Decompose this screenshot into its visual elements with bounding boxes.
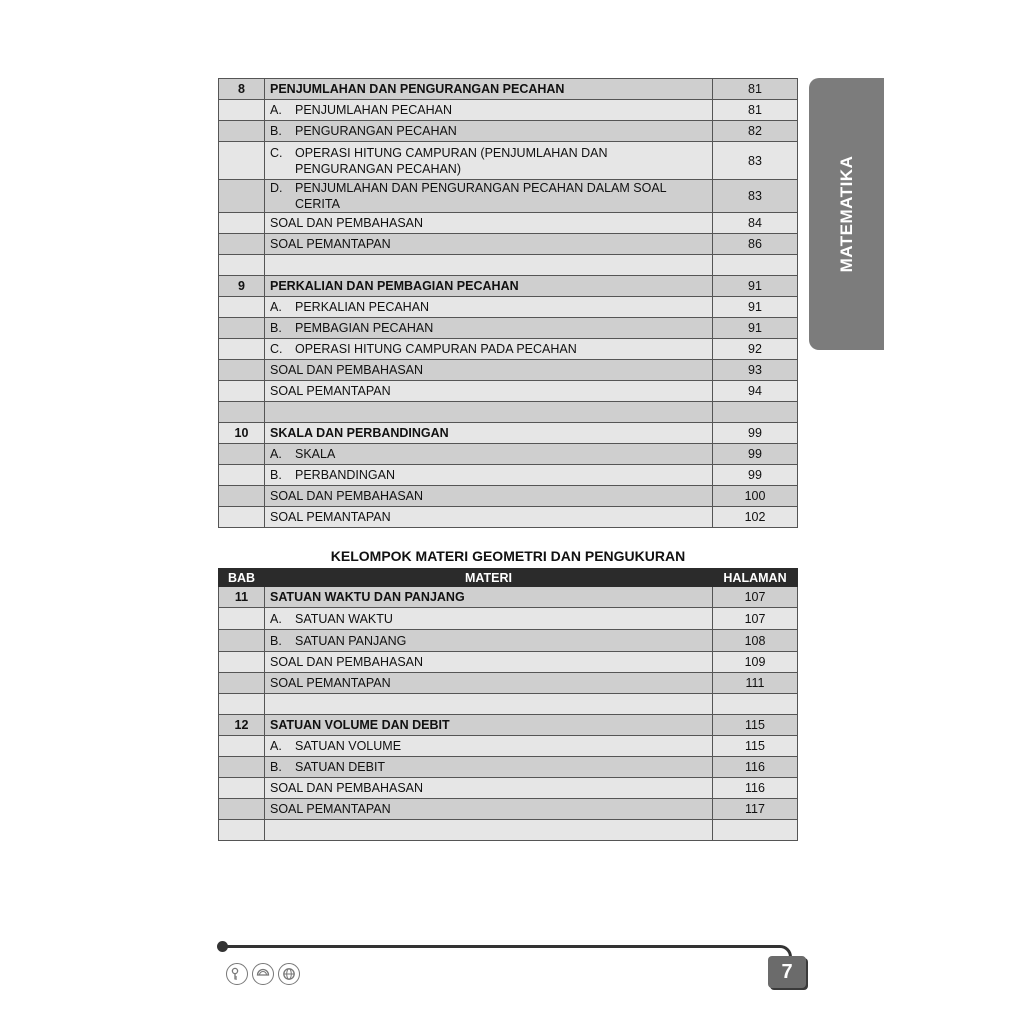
materi-cell: [265, 100, 713, 121]
halaman-cell: 99: [713, 423, 798, 444]
halaman-cell: [713, 694, 798, 715]
bab-cell: [219, 652, 265, 673]
chapter-row: [219, 587, 798, 608]
bab-cell: [219, 507, 265, 528]
table-row: [219, 652, 798, 673]
blank-row: [219, 402, 798, 423]
item-label: PERKALIAN PECAHAN: [295, 300, 430, 314]
item-letter: B.: [270, 633, 282, 648]
halaman-cell: 115: [713, 736, 798, 757]
item-label: PENJUMLAHAN DAN PENGURANGAN PECAHAN DALAM SOAL CERITA: [295, 181, 667, 211]
chapter-row: [219, 276, 798, 297]
item-letter: A.: [270, 300, 282, 314]
page-number: 7: [768, 956, 806, 988]
halaman-cell: 91: [713, 276, 798, 297]
table-row: [219, 360, 798, 381]
halaman-cell: [713, 820, 798, 841]
halaman-cell: 91: [713, 297, 798, 318]
bab-cell: [219, 255, 265, 276]
bab-cell: [219, 694, 265, 715]
table-row: [219, 444, 798, 465]
bab-cell: [219, 757, 265, 778]
chapter-row: [219, 423, 798, 444]
materi-cell: PERKALIAN DAN PEMBAGIAN PECAHAN: [265, 276, 713, 297]
halaman-cell: [713, 402, 798, 423]
materi-cell: [265, 339, 713, 360]
bab-cell: [219, 121, 265, 142]
item-letter: A.: [270, 447, 282, 461]
bab-cell: [219, 444, 265, 465]
chapter-row: [219, 715, 798, 736]
bab-cell: [219, 180, 265, 213]
halaman-cell: 92: [713, 339, 798, 360]
table-row: [219, 121, 798, 142]
materi-cell: [265, 297, 713, 318]
halaman-cell: 81: [713, 100, 798, 121]
item-label: SATUAN WAKTU: [295, 611, 393, 626]
table-header-row: [219, 569, 798, 587]
table-row: [219, 507, 798, 528]
halaman-cell: 116: [713, 778, 798, 799]
bab-cell: [219, 142, 265, 180]
halaman-cell: 94: [713, 381, 798, 402]
bab-cell: [219, 486, 265, 507]
table-row: [219, 381, 798, 402]
materi-cell: [265, 465, 713, 486]
subject-label: MATEMATIKA: [836, 155, 856, 273]
header-bab: BAB: [219, 569, 265, 587]
materi-cell: [265, 318, 713, 339]
bab-cell: [219, 820, 265, 841]
item-letter: A.: [270, 611, 282, 626]
materi-cell: SKALA DAN PERBANDINGAN: [265, 423, 713, 444]
halaman-cell: 100: [713, 486, 798, 507]
bab-cell: [219, 381, 265, 402]
halaman-cell: 82: [713, 121, 798, 142]
bab-cell: 11: [219, 587, 265, 608]
item-label: SATUAN PANJANG: [295, 633, 407, 648]
subject-side-tab: [809, 78, 884, 350]
footer-icons: [226, 963, 300, 985]
table-row: [219, 318, 798, 339]
halaman-cell: 107: [713, 608, 798, 630]
halaman-cell: 91: [713, 318, 798, 339]
item-letter: C.: [270, 145, 283, 160]
item-letter: B.: [270, 321, 282, 335]
bab-cell: [219, 402, 265, 423]
item-letter: C.: [270, 342, 283, 356]
table-row: [219, 465, 798, 486]
materi-cell: PENJUMLAHAN DAN PENGURANGAN PECAHAN: [265, 79, 713, 100]
materi-cell: SATUAN VOLUME DAN DEBIT: [265, 715, 713, 736]
item-label: OPERASI HITUNG CAMPURAN PADA PECAHAN: [295, 342, 577, 356]
table-row: [219, 297, 798, 318]
bab-cell: [219, 360, 265, 381]
table-row: [219, 630, 798, 652]
table-row: [219, 673, 798, 694]
item-label: PEMBAGIAN PECAHAN: [295, 321, 434, 335]
bab-cell: [219, 100, 265, 121]
halaman-cell: 116: [713, 757, 798, 778]
key-icon: [226, 963, 248, 985]
materi-cell: [265, 630, 713, 652]
header-halaman: HALAMAN: [713, 569, 798, 587]
table-row: [219, 778, 798, 799]
table-row: [219, 234, 798, 255]
toc-table-body: [219, 587, 798, 841]
table-row: [219, 339, 798, 360]
item-label: SATUAN VOLUME: [295, 739, 402, 753]
materi-cell: SOAL PEMANTAPAN: [265, 673, 713, 694]
halaman-cell: 102: [713, 507, 798, 528]
materi-cell: SOAL DAN PEMBAHASAN: [265, 360, 713, 381]
halaman-cell: 81: [713, 79, 798, 100]
blank-row: [219, 694, 798, 715]
item-label: OPERASI HITUNG CAMPURAN (PENJUMLAHAN DAN PENGURANGAN PECAHAN): [295, 145, 608, 176]
header-materi: MATERI: [265, 569, 713, 587]
bab-cell: [219, 318, 265, 339]
globe-icon: [278, 963, 300, 985]
group-title: KELOMPOK MATERI GEOMETRI DAN PENGUKURAN: [330, 548, 686, 564]
materi-cell: SOAL DAN PEMBAHASAN: [265, 213, 713, 234]
item-label: PERBANDINGAN: [295, 468, 396, 482]
item-label: PENGURANGAN PECAHAN: [295, 124, 457, 138]
materi-cell: SOAL PEMANTAPAN: [265, 799, 713, 820]
bab-cell: [219, 213, 265, 234]
item-letter: B.: [270, 124, 282, 138]
materi-cell: SOAL PEMANTAPAN: [265, 234, 713, 255]
table-row: [219, 486, 798, 507]
halaman-cell: 99: [713, 444, 798, 465]
materi-cell: SATUAN WAKTU DAN PANJANG: [265, 587, 713, 608]
halaman-cell: 86: [713, 234, 798, 255]
materi-cell: [265, 757, 713, 778]
halaman-cell: 111: [713, 673, 798, 694]
materi-cell: [265, 820, 713, 841]
materi-cell: SOAL PEMANTAPAN: [265, 507, 713, 528]
materi-cell: [265, 736, 713, 757]
halaman-cell: 108: [713, 630, 798, 652]
halaman-cell: 84: [713, 213, 798, 234]
materi-cell: SOAL DAN PEMBAHASAN: [265, 486, 713, 507]
table-row: [219, 100, 798, 121]
bab-cell: [219, 778, 265, 799]
materi-cell: SOAL PEMANTAPAN: [265, 381, 713, 402]
materi-cell: SOAL DAN PEMBAHASAN: [265, 652, 713, 673]
footer-divider: [222, 945, 780, 948]
materi-cell: [265, 121, 713, 142]
materi-cell: SOAL DAN PEMBAHASAN: [265, 778, 713, 799]
halaman-cell: 83: [713, 142, 798, 180]
item-letter: D.: [270, 181, 283, 195]
bab-cell: [219, 630, 265, 652]
halaman-cell: 117: [713, 799, 798, 820]
materi-cell: [265, 180, 713, 213]
table-row: [219, 757, 798, 778]
blank-row: [219, 820, 798, 841]
item-letter: A.: [270, 739, 282, 753]
bab-cell: [219, 465, 265, 486]
bab-cell: 10: [219, 423, 265, 444]
bab-cell: [219, 736, 265, 757]
halaman-cell: [713, 255, 798, 276]
materi-cell: [265, 608, 713, 630]
chapter-row: [219, 79, 798, 100]
melon-icon: [252, 963, 274, 985]
bab-cell: 9: [219, 276, 265, 297]
toc-table-bilangan: [218, 78, 798, 528]
item-letter: B.: [270, 468, 282, 482]
halaman-cell: 99: [713, 465, 798, 486]
item-letter: A.: [270, 103, 282, 117]
item-letter: B.: [270, 760, 282, 774]
halaman-cell: 93: [713, 360, 798, 381]
table-row: [219, 608, 798, 630]
bab-cell: [219, 608, 265, 630]
materi-cell: [265, 444, 713, 465]
halaman-cell: 115: [713, 715, 798, 736]
bab-cell: [219, 673, 265, 694]
materi-cell: [265, 694, 713, 715]
table-row: [219, 142, 798, 180]
materi-cell: [265, 255, 713, 276]
toc-table-body: [219, 79, 798, 528]
item-label: PENJUMLAHAN PECAHAN: [295, 103, 452, 117]
halaman-cell: 107: [713, 587, 798, 608]
halaman-cell: 109: [713, 652, 798, 673]
halaman-cell: 83: [713, 180, 798, 213]
table-row: [219, 213, 798, 234]
bab-cell: [219, 234, 265, 255]
table-row: [219, 736, 798, 757]
item-label: SATUAN DEBIT: [295, 760, 386, 774]
bab-cell: 12: [219, 715, 265, 736]
toc-table-geometri: [218, 568, 798, 841]
bab-cell: [219, 799, 265, 820]
table-row: [219, 799, 798, 820]
blank-row: [219, 255, 798, 276]
bab-cell: 8: [219, 79, 265, 100]
materi-cell: [265, 142, 713, 180]
bab-cell: [219, 339, 265, 360]
bab-cell: [219, 297, 265, 318]
materi-cell: [265, 402, 713, 423]
item-label: SKALA: [295, 447, 336, 461]
table-row: [219, 180, 798, 213]
